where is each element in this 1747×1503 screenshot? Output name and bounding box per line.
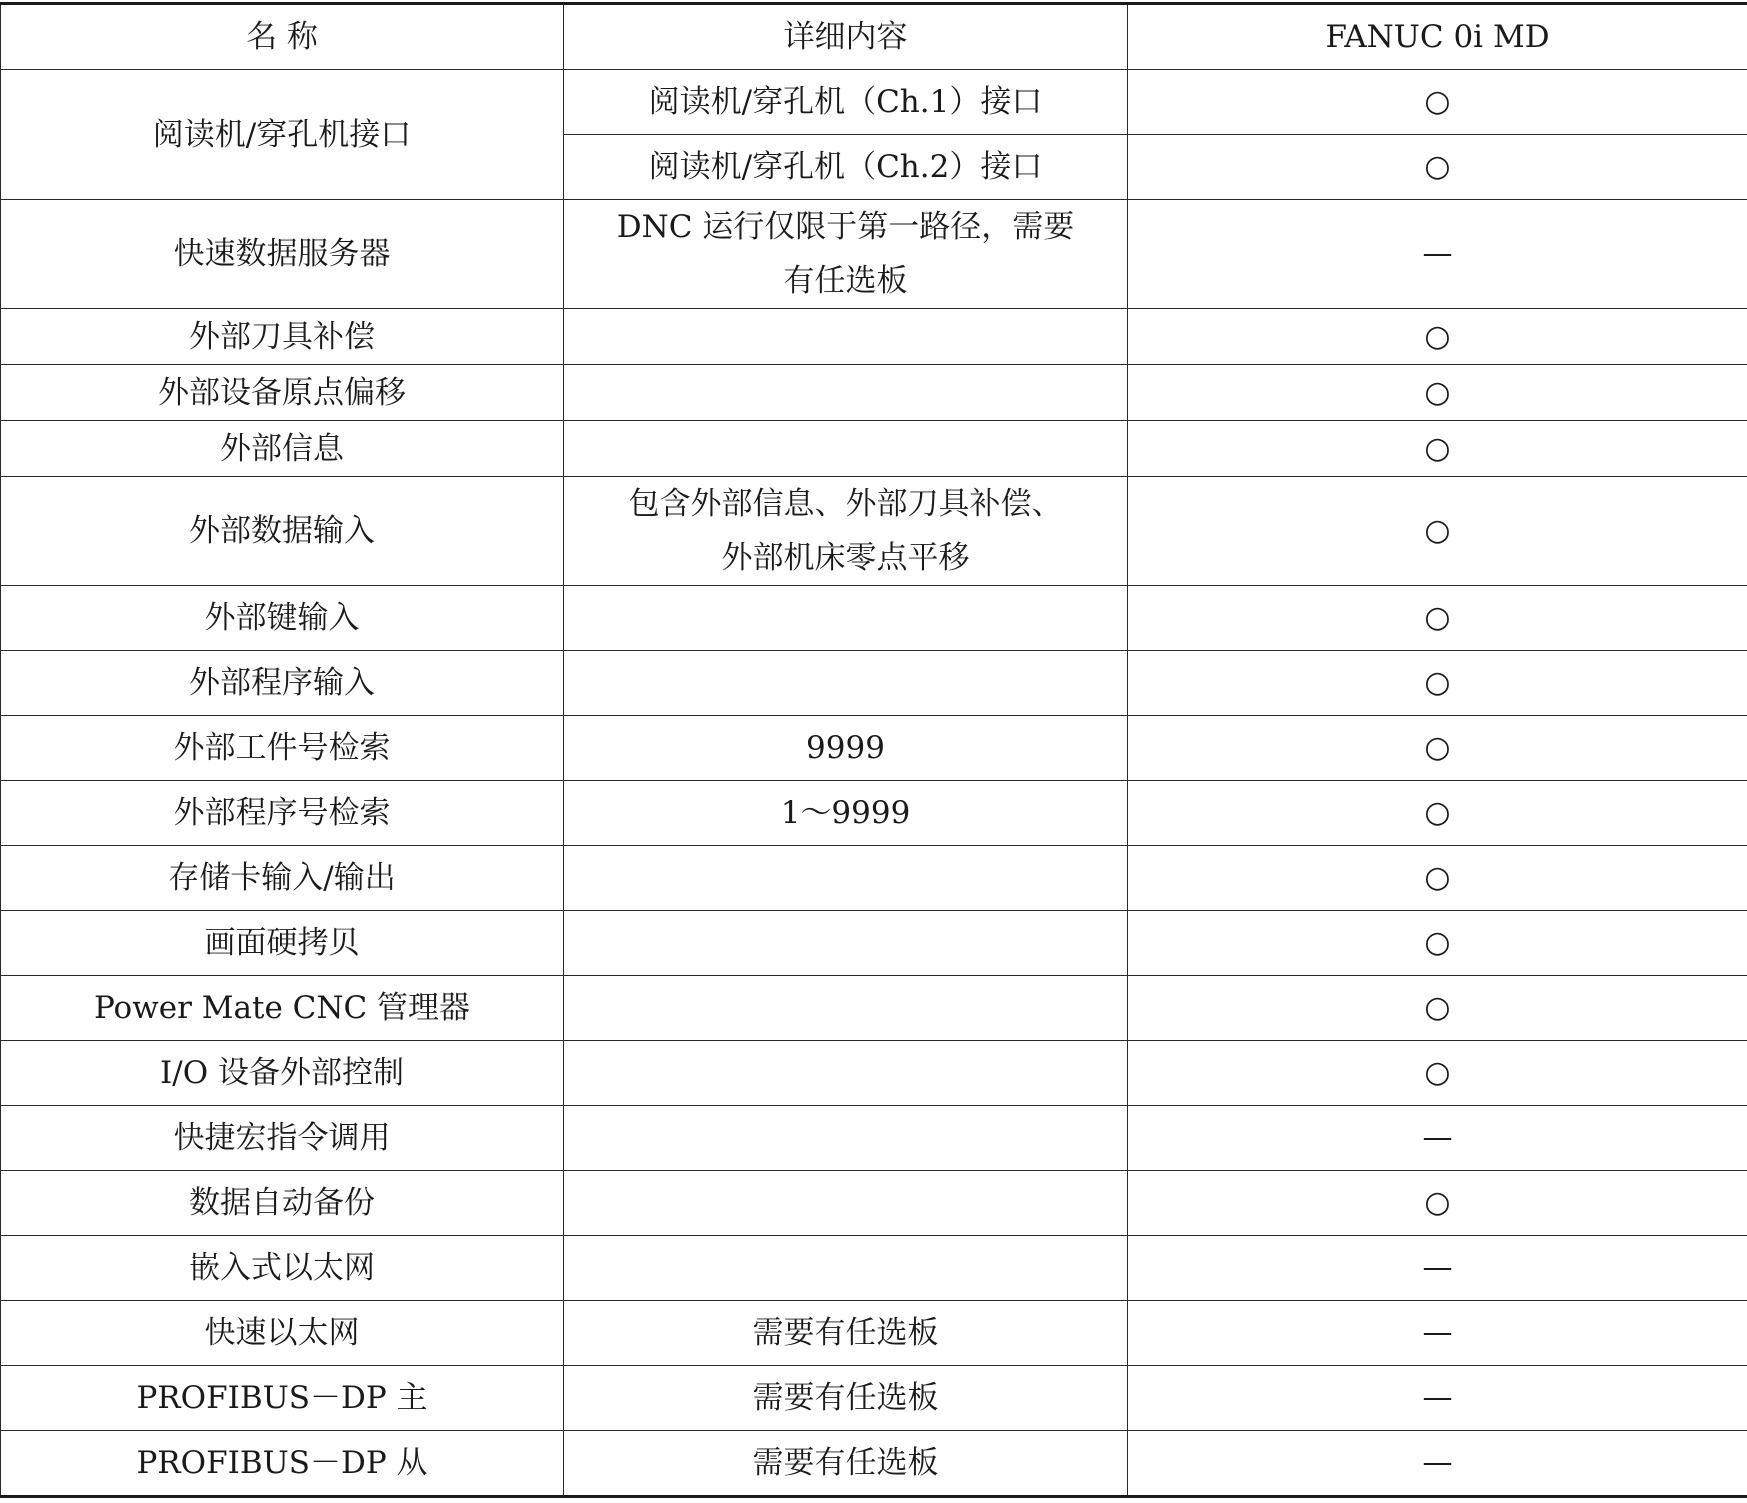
row-mark: —: [1128, 1236, 1747, 1301]
row-detail: [564, 1236, 1128, 1301]
table-row: [1, 976, 1747, 1041]
row-detail: 1～9999: [564, 781, 1128, 846]
row-mark: ○: [1128, 309, 1747, 365]
header-row: [1, 4, 1747, 70]
row-name: 外部程序输入: [1, 651, 564, 716]
row-detail-line-1: 包含外部信息、外部刀具补偿、: [628, 486, 1063, 522]
table-row: [1, 70, 1747, 135]
row-detail: [564, 1171, 1128, 1236]
table-row: [1, 716, 1747, 781]
row-detail: [564, 421, 1128, 477]
row-detail: 阅读机/穿孔机（Ch.2）接口: [564, 135, 1128, 200]
table-row: [1, 421, 1747, 477]
row-name: 存储卡输入/输出: [1, 846, 564, 911]
row-name: 外部工件号检索: [1, 716, 564, 781]
row-detail: [564, 200, 1128, 309]
table-header: [1, 4, 1747, 70]
table-row: [1, 1106, 1747, 1171]
table-row: [1, 781, 1747, 846]
row-detail: [564, 365, 1128, 421]
row-detail-line-1: DNC 运行仅限于第一路径，需要: [616, 209, 1075, 245]
row-mark: ○: [1128, 1041, 1747, 1106]
row-mark: —: [1128, 200, 1747, 309]
row-mark: ○: [1128, 365, 1747, 421]
row-mark: ○: [1128, 1171, 1747, 1236]
row-name: 外部数据输入: [1, 477, 564, 586]
row-detail-line-2: 外部机床零点平移: [721, 540, 970, 576]
row-name: I/O 设备外部控制: [1, 1041, 564, 1106]
row-detail: 9999: [564, 716, 1128, 781]
row-name: 快速以太网: [1, 1301, 564, 1366]
row-detail: [564, 846, 1128, 911]
row-name: Power Mate CNC 管理器: [1, 976, 564, 1041]
table-row: [1, 1366, 1747, 1431]
row-name: 快速数据服务器: [1, 200, 564, 309]
row-mark: ○: [1128, 716, 1747, 781]
row-name: PROFIBUS－DP 主: [1, 1366, 564, 1431]
row-mark: ○: [1128, 135, 1747, 200]
row-detail: 需要有任选板: [564, 1366, 1128, 1431]
row-mark: ○: [1128, 911, 1747, 976]
row-name: PROFIBUS－DP 从: [1, 1431, 564, 1497]
table-row: [1, 477, 1747, 586]
row-mark: ○: [1128, 421, 1747, 477]
row-name: 外部信息: [1, 421, 564, 477]
function-spec-table: [0, 2, 1747, 1498]
row-name: 外部刀具补偿: [1, 309, 564, 365]
table-row: [1, 651, 1747, 716]
row-mark: ○: [1128, 781, 1747, 846]
row-detail: [564, 477, 1128, 586]
row-detail: [564, 309, 1128, 365]
row-detail: [564, 586, 1128, 651]
row-detail: 阅读机/穿孔机（Ch.1）接口: [564, 70, 1128, 135]
table-row: [1, 1171, 1747, 1236]
row-detail: [564, 976, 1128, 1041]
row-detail: 需要有任选板: [564, 1301, 1128, 1366]
row-name: 阅读机/穿孔机接口: [1, 70, 564, 200]
row-detail: 需要有任选板: [564, 1431, 1128, 1497]
table-row: [1, 846, 1747, 911]
row-mark: ○: [1128, 846, 1747, 911]
row-name: 外部键输入: [1, 586, 564, 651]
row-name: 快捷宏指令调用: [1, 1106, 564, 1171]
table-row: [1, 365, 1747, 421]
row-mark: —: [1128, 1106, 1747, 1171]
row-mark: —: [1128, 1366, 1747, 1431]
table-body: [1, 70, 1747, 1497]
row-detail: [564, 1106, 1128, 1171]
header-detail: 详细内容: [564, 4, 1128, 70]
row-mark: ○: [1128, 976, 1747, 1041]
row-name: 数据自动备份: [1, 1171, 564, 1236]
row-detail: [564, 1041, 1128, 1106]
row-name: 嵌入式以太网: [1, 1236, 564, 1301]
row-detail-line-2: 有任选板: [783, 263, 908, 299]
row-mark: —: [1128, 1301, 1747, 1366]
row-name: 外部设备原点偏移: [1, 365, 564, 421]
table-row: [1, 1041, 1747, 1106]
row-name: 画面硬拷贝: [1, 911, 564, 976]
table-row: [1, 1236, 1747, 1301]
table-row: [1, 1431, 1747, 1497]
row-detail: [564, 651, 1128, 716]
table-row: [1, 586, 1747, 651]
row-mark: —: [1128, 1431, 1747, 1497]
row-mark: ○: [1128, 651, 1747, 716]
header-model: FANUC 0i MD: [1128, 4, 1747, 70]
table-row: [1, 200, 1747, 309]
row-mark: ○: [1128, 70, 1747, 135]
row-name: 外部程序号检索: [1, 781, 564, 846]
table-row: [1, 911, 1747, 976]
table-row: [1, 309, 1747, 365]
row-mark: ○: [1128, 477, 1747, 586]
row-detail: [564, 911, 1128, 976]
table-row: [1, 1301, 1747, 1366]
row-mark: ○: [1128, 586, 1747, 651]
header-name: 名 称: [1, 4, 564, 70]
